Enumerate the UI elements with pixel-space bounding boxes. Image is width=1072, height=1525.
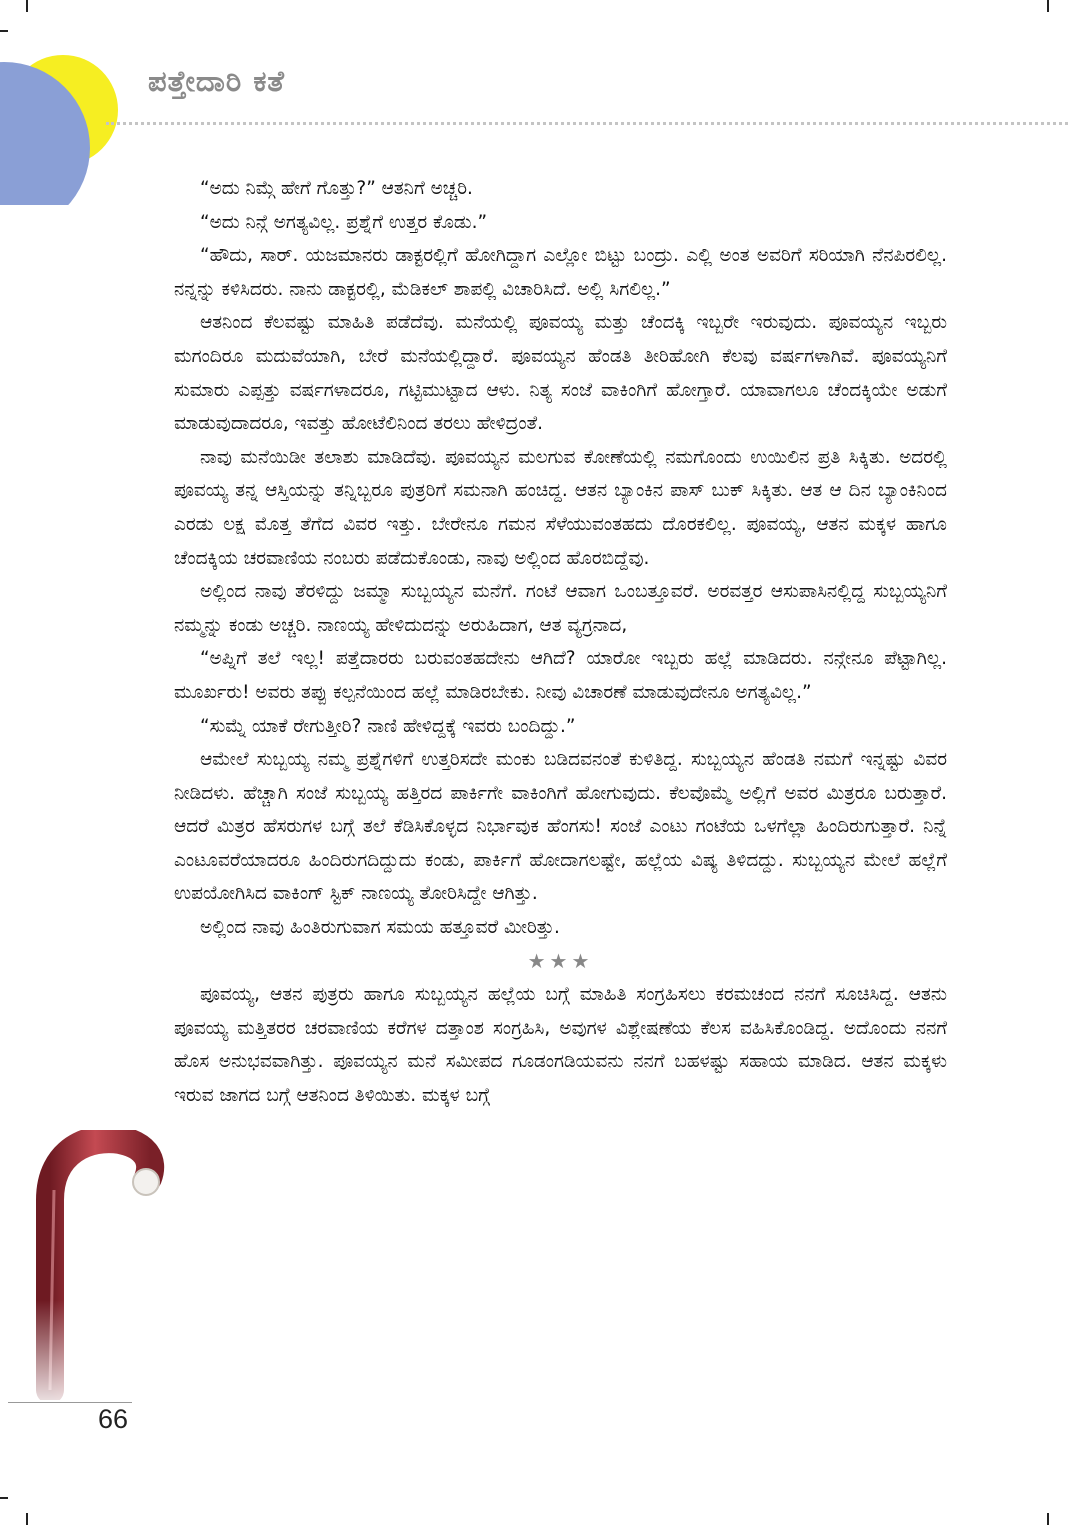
crop-mark-left-top [0, 30, 8, 32]
header-dotted-rule [106, 122, 1068, 125]
paragraph: “ಅಪ್ನಿಗೆ ತಲೆ ಇಲ್ಲ! ಪತ್ತೆದಾರರು ಬರುವಂತಹದೇನು ಆಗಿದೆ? ಯಾರೋ ಇಬ್ಬರು ಹಲ್ಲೆ ಮಾಡಿದರು. ನನ್ಗೇನೂ ಪೆಟ್ಟಾಗಿಲ್ಲ. ಮೂರ್ಖರು! ಅವರು ತಪ್ಪು ಕಲ್ಪನೆಯಿಂದ ಹಲ್ಲೆ ಮಾಡಿರಬೇಕು. ನೀವು ವಿಚಾರಣೆ ಮಾಡುವುದೇನೂ ಅಗತ್ಯವಿಲ್ಲ.” [174, 648, 947, 703]
crop-mark-top-left [26, 0, 28, 12]
crop-mark-left-bottom [0, 1497, 8, 1499]
paragraph: ಪೂವಯ್ಯ, ಆತನ ಪುತ್ರರು ಹಾಗೂ ಸುಬ್ಬಯ್ಯನ ಹಲ್ಲೆಯ ಬಗ್ಗೆ ಮಾಹಿತಿ ಸಂಗ್ರಹಿಸಲು ಕರಮಚಂದ ನನಗೆ ಸೂಚಿಸಿದ್ದ. ಆತನು ಪೂವಯ್ಯ ಮತ್ತಿತರರ ಚರವಾಣಿಯ ಕರೆಗಳ ದತ್ತಾಂಶ ಸಂಗ್ರಹಿಸಿ, ಅವುಗಳ ವಿಶ್ಲೇಷಣೆಯ ಕೆಲಸ ವಹಿಸಿಕೊಂಡಿದ್ದ. ಅದೊಂದು ನನಗೆ ಹೊಸ ಅನುಭವವಾಗಿತ್ತು. ಪೂವಯ್ಯನ ಮನೆ ಸಮೀಪದ ಗೂಡಂಗಡಿಯವನು ನನಗೆ ಬಹಳಷ್ಟು ಸಹಾಯ ಮಾಡಿದ. ಆತನ ಮಕ್ಕಳು ಇರುವ ಜಾಗದ ಬಗ್ಗೆ ಆತನಿಂದ ತಿಳಿಯಿತು. ಮಕ್ಕಳ ಬಗ್ಗೆ [174, 984, 947, 1107]
paragraph: “ಹೌದು, ಸಾರ್. ಯಜಮಾನರು ಡಾಕ್ಟರಲ್ಲಿಗೆ ಹೋಗಿದ್ದಾಗ ಎಲ್ಲೋ ಬಿಟ್ಟು ಬಂದ್ರು. ಎಲ್ಲಿ ಅಂತ ಅವರಿಗೆ ಸರಿಯಾಗಿ ನೆನಪಿರಲಿಲ್ಲ. ನನ್ನನ್ನು ಕಳಿಸಿದರು. ನಾನು ಡಾಕ್ಟರಲ್ಲಿ, ಮೆಡಿಕಲ್ ಶಾಪಲ್ಲಿ ವಿಚಾರಿಸಿದೆ. ಅಲ್ಲಿ ಸಿಗಲಿಲ್ಲ.” [174, 245, 947, 300]
paragraph: ಅಲ್ಲಿಂದ ನಾವು ತೆರಳಿದ್ದು ಜಮ್ಮಾ ಸುಬ್ಬಯ್ಯನ ಮನೆಗೆ. ಗಂಟೆ ಆವಾಗ ಒಂಬತ್ತೂವರೆ. ಅರವತ್ತರ ಆಸುಪಾಸಿನಲ್ಲಿದ್ದ ಸುಬ್ಬಯ್ಯನಿಗೆ ನಮ್ಮನ್ನು ಕಂಡು ಅಚ್ಚರಿ. ನಾಣಯ್ಯ ಹೇಳಿದುದನ್ನು ಅರುಹಿದಾಗ, ಆತ ವ್ಯಗ್ರನಾದ, [174, 581, 947, 636]
page-number: 66 [98, 1404, 129, 1434]
paragraph: “ಸುಮ್ನೆ ಯಾಕೆ ರೇಗುತ್ತೀರಿ? ನಾಣಿ ಹೇಳಿದ್ದಕ್ಕೆ ಇವರು ಬಂದಿದ್ದು.” [200, 715, 576, 737]
crop-mark-top-right [1047, 0, 1049, 12]
paragraph: ಆಮೇಲೆ ಸುಬ್ಬಯ್ಯ ನಮ್ಮ ಪ್ರಶ್ನೆಗಳಿಗೆ ಉತ್ತರಿಸದೇ ಮಂಕು ಬಡಿದವನಂತೆ ಕುಳಿತಿದ್ದ. ಸುಬ್ಬಯ್ಯನ ಹೆಂಡತಿ ನಮಗೆ ಇನ್ನಷ್ಟು ವಿವರ ನೀಡಿದಳು. ಹೆಚ್ಚಾಗಿ ಸಂಜೆ ಸುಬ್ಬಯ್ಯ ಹತ್ತಿರದ ಪಾರ್ಕಿಗೇ ವಾಕಿಂಗಿಗೆ ಹೋಗುವುದು. ಕೆಲವೊಮ್ಮೆ ಅಲ್ಲಿಗೆ ಅವರ ಮಿತ್ರರೂ ಬರುತ್ತಾರೆ. ಆದರೆ ಮಿತ್ರರ ಹೆಸರುಗಳ ಬಗ್ಗೆ ತಲೆ ಕೆಡಿಸಿಕೊಳ್ಳದ ನಿರ್ಭಾವುಕ ಹೆಂಗಸು! ಸಂಜೆ ಎಂಟು ಗಂಟೆಯ ಒಳಗೆಲ್ಲಾ ಹಿಂದಿರುಗುತ್ತಾರೆ. ನಿನ್ನೆ ಎಂಟೂವರೆಯಾದರೂ ಹಿಂದಿರುಗದಿದ್ದುದು ಕಂಡು, ಪಾರ್ಕಿಗೆ ಹೋದಾಗಲಷ್ಟೇ, ಹಲ್ಲೆಯ ವಿಷ್ಯ ತಿಳಿದದ್ದು. ಸುಬ್ಬಯ್ಯನ ಮೇಲೆ ಹಲ್ಲೆಗೆ ಉಪಯೋಗಿಸಿದ ವಾಕಿಂಗ್ ಸ್ಟಿಕ್ ನಾಣಯ್ಯ ತೋರಿಸಿದ್ದೇ ಆಗಿತ್ತು. [174, 749, 947, 905]
walking-stick-illustration [30, 1130, 175, 1400]
paragraph: ಆತನಿಂದ ಕೆಲವಷ್ಟು ಮಾಹಿತಿ ಪಡೆದೆವು. ಮನೆಯಲ್ಲಿ ಪೂವಯ್ಯ ಮತ್ತು ಚೆಂದಕ್ಕಿ ಇಬ್ಬರೇ ಇರುವುದು. ಪೂವಯ್ಯನ ಇಬ್ಬರು ಮಗಂದಿರೂ ಮದುವೆಯಾಗಿ, ಬೇರೆ ಮನೆಯಲ್ಲಿದ್ದಾರೆ. ಪೂವಯ್ಯನ ಹೆಂಡತಿ ತೀರಿಹೋಗಿ ಕೆಲವು ವರ್ಷಗಳಾಗಿವೆ. ಪೂವಯ್ಯನಿಗೆ ಸುಮಾರು ಎಪ್ಪತ್ತು ವರ್ಷಗಳಾದರೂ, ಗಟ್ಟಿಮುಟ್ಟಾದ ಆಳು. ನಿತ್ಯ ಸಂಜೆ ವಾಕಿಂಗಿಗೆ ಹೋಗ್ತಾರೆ. ಯಾವಾಗಲೂ ಚೆಂದಕ್ಕಿಯೇ ಅಡುಗೆ ಮಾಡುವುದಾದರೂ, ಇವತ್ತು ಹೋಟೆಲಿನಿಂದ ತರಲು ಹೇಳಿದ್ರಂತೆ. [174, 312, 947, 435]
page-number-rule [8, 1402, 132, 1403]
crop-mark-bottom-left [26, 1513, 28, 1525]
paragraph: ನಾವು ಮನೆಯಿಡೀ ತಲಾಶು ಮಾಡಿದೆವು. ಪೂವಯ್ಯನ ಮಲಗುವ ಕೋಣೆಯಲ್ಲಿ ನಮಗೊಂದು ಉಯಿಲಿನ ಪ್ರತಿ ಸಿಕ್ಕಿತು. ಅದರಲ್ಲಿ ಪೂವಯ್ಯ ತನ್ನ ಆಸ್ತಿಯನ್ನು ತನ್ನಿಬ್ಬರೂ ಪುತ್ರರಿಗೆ ಸಮನಾಗಿ ಹಂಚಿದ್ದ. ಆತನ ಬ್ಯಾಂಕಿನ ಪಾಸ್ ಬುಕ್ ಸಿಕ್ಕಿತು. ಆತ ಆ ದಿನ ಬ್ಯಾಂಕಿನಿಂದ ಎರಡು ಲಕ್ಷ ಮೊತ್ತ ತೆಗೆದ ವಿವರ ಇತ್ತು. ಬೇರೇನೂ ಗಮನ ಸೆಳೆಯುವಂತಹದು ದೊರಕಲಿಲ್ಲ. ಪೂವಯ್ಯ, ಆತನ ಮಕ್ಕಳ ಹಾಗೂ ಚೆಂದಕ್ಕಿಯ ಚರವಾಣಿಯ ನಂಬರು ಪಡೆದುಕೊಂಡು, ನಾವು ಅಲ್ಲಿಂದ ಹೊರಬಿದ್ದೆವು. [174, 446, 947, 569]
story-text [174, 172, 947, 1113]
page-header-title: ಪತ್ತೇದಾರಿ ಕತೆ [148, 64, 285, 98]
paragraph: “ಅದು ನಿನ್ಗೆ ಅಗತ್ಯವಿಲ್ಲ. ಪ್ರಶ್ನೆಗೆ ಉತ್ತರ ಕೊಡು.” [200, 211, 488, 233]
paragraph: ಅಲ್ಲಿಂದ ನಾವು ಹಿಂತಿರುಗುವಾಗ ಸಮಯ ಹತ್ತೂವರೆ ಮೀರಿತ್ತು. [200, 917, 560, 939]
paragraph: “ಅದು ನಿಮ್ಗೆ ಹೇಗೆ ಗೊತ್ತು?” ಆತನಿಗೆ ಅಚ್ಚರಿ. [200, 178, 473, 199]
section-separator-stars: ★★★ [527, 948, 594, 973]
crop-mark-bottom-right [1047, 1513, 1049, 1525]
